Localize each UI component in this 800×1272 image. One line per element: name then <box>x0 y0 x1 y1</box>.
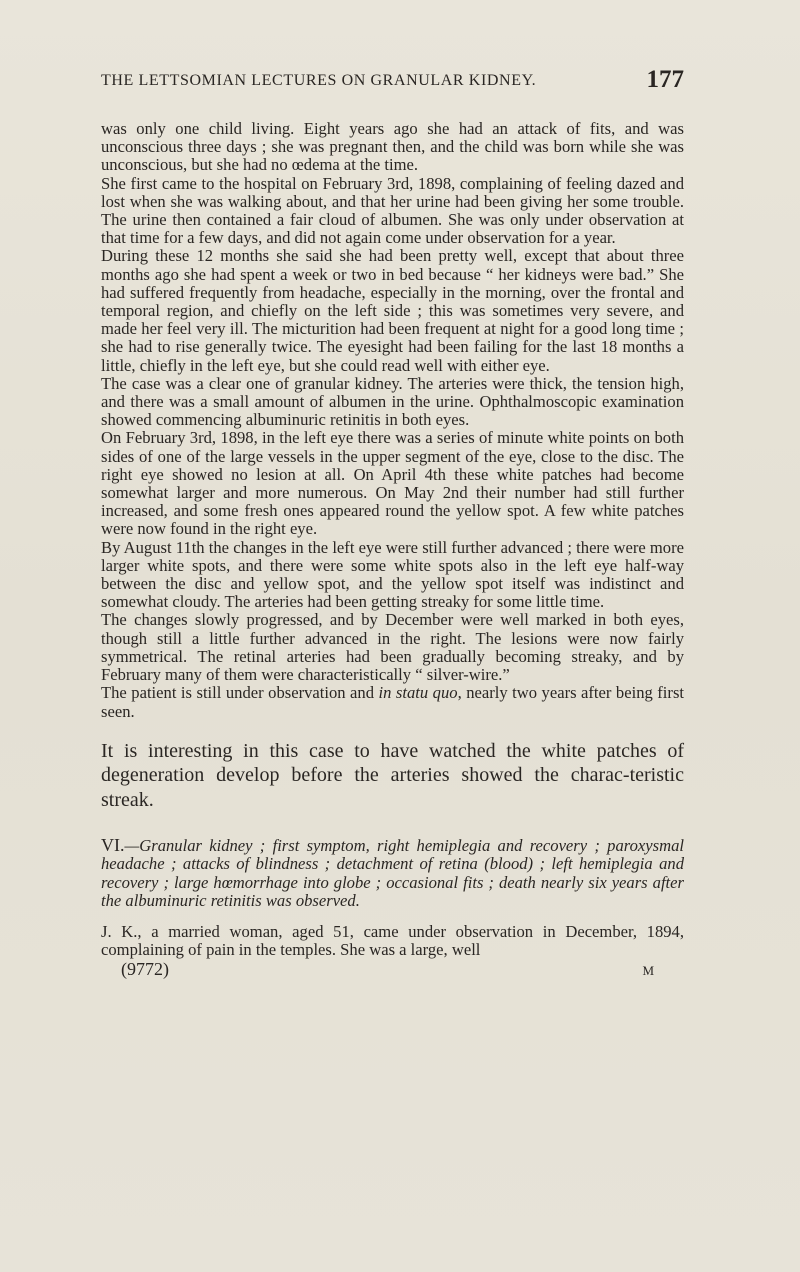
paragraph: J. K., a married woman, aged 51, came under observation in December, 1894, complaining of pain in the temples. She was a large, well <box>101 922 684 960</box>
section-summary: —Granular kidney ; first symptom, right hemiplegia and recovery ; paroxysmal headache ; attacks of blindness ; detachment of retina (blood) ; left hemiplegia and recovery ; large hœmorrhage into globe ; occasional fits ; death nearly six years after the albuminuric retinitis was observed. <box>101 836 684 910</box>
case-comment: It is interesting in this case to have watched the white patches of degeneration develop before the arteries showed the charac-teristic streak. <box>101 739 684 811</box>
paragraph: She first came to the hospital on February 3rd, 1898, complaining of feeling dazed and lost when she was walking about, and that her urine had been giving her some trouble. The urine then contained a fair cloud of albumen. She was only under observation at that time for a few days, and did not again come under observation for a year. <box>101 173 684 248</box>
running-head <box>101 66 684 94</box>
paragraph: The case was a clear one of granular kidney. The arteries were thick, the tension high, and there was a small amount of albumen in the urine. Ophthalmoscopic examination showed commencing albuminuric retinitis in both eyes. <box>101 373 684 430</box>
final-text-before: The patient is still under observation and <box>101 683 379 703</box>
paragraph-final <box>101 684 684 720</box>
paragraph: During these 12 months she said she had been pretty well, except that about three months ago she had spent a week or two in bed because “ her kidneys were bad.” She had suffered frequently from headache, especially in the morning, over the frontal and temporal region, and chiefly on the left side ; this was sometimes very severe, and made her feel very ill. The micturition had been frequent at night for a good long time ; she had to rise generally twice. The eyesight had been failing for the last 18 months a little, chiefly in the left eye, but she could read well with either eye. <box>101 246 684 375</box>
page-number: 177 <box>646 66 684 93</box>
section-heading <box>101 836 684 910</box>
page-body <box>101 120 684 981</box>
paragraph: On February 3rd, 1898, in the left eye there was a series of minute white points on both sides of one of the large vessels in the upper segment of the eye, close to the disc. The right eye showed no lesion at all. On April 4th these white patches had become somewhat larger and more numerous. On May 2nd their number had still further increased, and some fresh ones appeared round the yellow spot. A few white patches were now found in the right eye. <box>101 428 684 539</box>
paragraph: was only one child living. Eight years ago she had an attack of fits, and was unconscious three days ; she was pregnant then, and the child was born while she was unconscious, but she had no œdema at the time. <box>101 119 684 175</box>
paragraph: By August 11th the changes in the left eye were still further advanced ; there were more larger white spots, and there were some white spots also in the left eye half-way between the disc and yellow spot, and the yellow spot itself was indistinct and somewhat cloudy. The arteries had been getting streaky for some little time. <box>101 537 684 612</box>
final-text-italic: in statu quo <box>378 683 458 703</box>
signature-mark: M <box>642 963 654 979</box>
printer-signature: (9772) <box>121 959 169 980</box>
final-text-after: , nearly two years after being first seen. <box>101 683 685 721</box>
running-title: THE LETTSOMIAN LECTURES ON GRANULAR KIDNEY. <box>101 72 537 89</box>
signature-line <box>101 959 684 981</box>
paragraph: The changes slowly progressed, and by December were well marked in both eyes, though still a little further advanced in the right. The lesions were now fairly symmetrical. The retinal arteries had been gradually becoming streaky, and by February many of them were characteristically “ silver-wire.” <box>101 610 684 685</box>
section-numeral: VI. <box>101 835 125 856</box>
